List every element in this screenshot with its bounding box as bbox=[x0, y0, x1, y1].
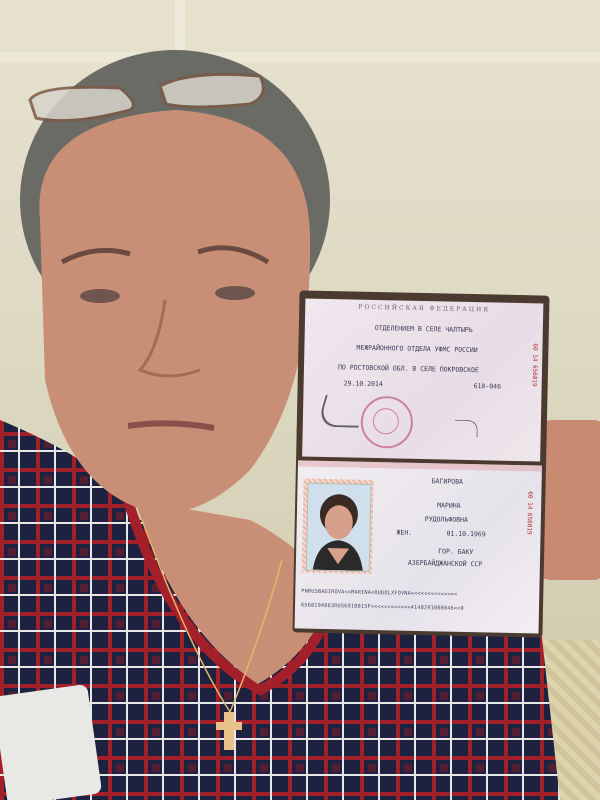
paper-bundle bbox=[0, 684, 102, 800]
face bbox=[39, 110, 310, 513]
issued-by-line-1: ОТДЕЛЕНИЕМ В СЕЛЕ ЧАЛТЫРЬ bbox=[374, 324, 473, 335]
division-code: 610-046 bbox=[473, 382, 502, 391]
mrz-line-2: 6568194063RUS6910015F<<<<<<<<<<<<4140291000046<<0 bbox=[300, 602, 464, 612]
signature-holder bbox=[455, 420, 478, 437]
mrz-line-1: PNRUSBAGIROVA<<MARINA<RUDOLXFOVNA<<<<<<<<<<<<<< bbox=[301, 588, 458, 598]
cross-pendant bbox=[224, 712, 234, 750]
serial-top: 60 14 656819 bbox=[530, 343, 539, 387]
official-stamp bbox=[360, 396, 413, 449]
surname: БАГИРОВА bbox=[431, 477, 464, 486]
passport-header: РОССИЙСКАЯ ФЕДЕРАЦИЯ bbox=[358, 303, 491, 314]
passport bbox=[292, 290, 549, 637]
passport-issue-page bbox=[302, 299, 543, 462]
patronymic: РУДОЛЬФОВНА bbox=[424, 515, 468, 524]
birth-place-2: АЗЕРБАЙДЖАНСКОЙ ССР bbox=[407, 558, 483, 569]
sex: ЖЕН. bbox=[396, 528, 413, 537]
passport-photo-page bbox=[295, 460, 542, 633]
holder-photo bbox=[306, 483, 372, 572]
birth-date: 01.10.1969 bbox=[446, 529, 486, 539]
given-name: МАРИНА bbox=[437, 501, 461, 510]
serial-bottom: 60 14 656819 bbox=[525, 491, 534, 535]
birth-place-1: ГОР. БАКУ bbox=[438, 547, 474, 557]
issued-by-line-3: ПО РОСТОВСКОЙ ОБЛ. В СЕЛЕ ПОКРОВСКОЕ bbox=[337, 363, 479, 375]
issue-date: 29.10.2014 bbox=[343, 379, 383, 389]
issued-by-line-2: МЕЖРАЙОННОГО ОТДЕЛА УФМС РОССИИ bbox=[356, 343, 478, 355]
